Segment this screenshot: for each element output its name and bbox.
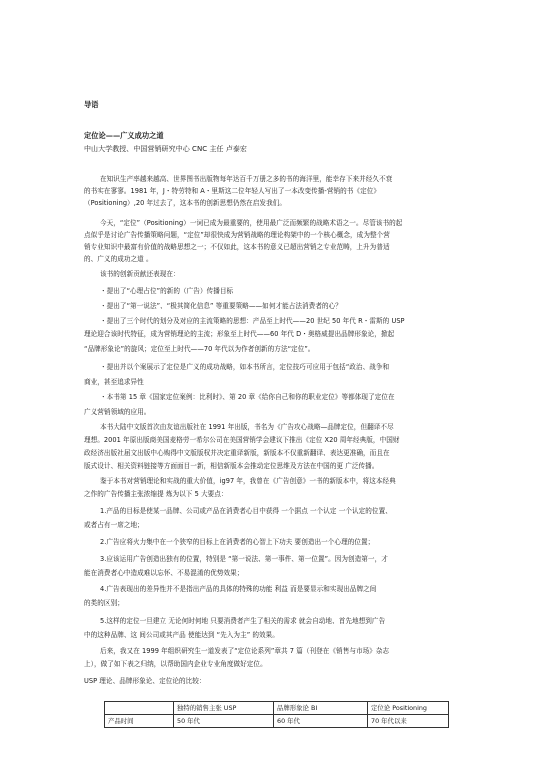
point-item: 5.这样的定位一旦建立 无论何时何地 只要消费者产生了相关的需求 就会自动地、首先地想到广告 bbox=[100, 617, 386, 625]
point-item: 1.产品的目标是使某一品牌、公司或产品在消费者心目中获得 一个据点 一个认定 一个认定的位置、 bbox=[100, 507, 392, 515]
table-header-row bbox=[105, 702, 449, 715]
bullet-item: ・提出了“第一说法”、“极其简化信息” 等重要策略——如何才能占法消费者的心？ bbox=[100, 302, 342, 310]
para4-line: 鉴于本书对营销理论和实战的重大价值，ig97 年，我曾在《广告创意》一书的新版本中，将这本经典 bbox=[100, 477, 396, 485]
table-row bbox=[105, 715, 449, 728]
bullet-item: ・提出并以个案展示了定位是广义的成功战略，如本书所言，定位技巧可应用于包括“政治、战争和 bbox=[100, 363, 390, 371]
point-item: 2.广告应将火力集中在一个狭窄的目标上在消费者的心智上下功夫 要创造出一个心理的位置； bbox=[100, 538, 375, 546]
point-item: 或者占有一席之地； bbox=[84, 521, 144, 529]
para2-line: 今天，“定位”（Positioning）一词已成为最重要的，使用最广泛而频繁的战略术语之一。尽管该书的起 bbox=[100, 219, 403, 227]
table-cell: 60 年代 bbox=[274, 715, 368, 728]
para1-line: （Positioning）,20 年过去了，这本书的创新思想仍然在启发我们。 bbox=[84, 199, 287, 207]
bullet-item: 商业，甚至追求异性 bbox=[84, 378, 144, 386]
para4-line: 之作的广告传播主张浓缩提 炼为以下 5 大要点： bbox=[84, 490, 228, 498]
para2-line: 的、广义的成功之道 。 bbox=[84, 255, 153, 263]
bullet-item: ・提出了三个时代的划分及对应的主流策略的思想：产品至上时代——20 世纪 50 年代 R・雷斯的 USP bbox=[100, 317, 405, 325]
para5-line: 上），做了如下表之归纳，以帮助国内企业专业角度做好定位。 bbox=[84, 660, 267, 668]
page-heading: 导语 bbox=[84, 100, 99, 109]
para2-line: 销专业知识中最富有价值的战略思想之一；不仅如此，这本书的意义已超出营销之专业范畴，上升为普适 bbox=[84, 243, 390, 251]
para3-line: 理想。2001 年原出版商美国麦格劳一希尔公司在美国营销学会建议下推出《定位 X20 周年经典版，中国财 bbox=[84, 436, 400, 444]
table-header-cell: 定位论 Positioning bbox=[368, 702, 449, 715]
contrib-intro: 该书的创新贡献还表现在： bbox=[100, 270, 180, 278]
bullet-item: 理论迎合该时代特征，成为营销理论的主流；形象至上时代——60 年代 D・奥格威提出品牌形象论，掀起 bbox=[84, 330, 395, 338]
point-item: 的类的区别； bbox=[84, 599, 124, 607]
para3-line: 政经济出版社届文出版中心购得中文版版权并决定重译新版，新版本不仅重新翻译、表达更准确，而且在 bbox=[84, 449, 390, 457]
para1-line: 的书实在寥寥。1981 年，J・特劳特和 A・里斯这二位年轻人写出了一本改变传播-营销的书《定位》 bbox=[84, 187, 381, 195]
point-item: 4.广告表现出的差异性并不是指出产品的具体的特殊的功能 利益 而是要显示和实现出品牌之间 bbox=[100, 585, 377, 593]
point-item: 中的这种品牌、这 间公司或其产品 使能达到 “先入为主” 的效果。 bbox=[84, 631, 279, 639]
para1-line: 在知识生产率越来越高、世界图书出版物每年达百千万册之多的书的海洋里，能幸存下来并经久不衰 bbox=[100, 175, 393, 183]
table-cell: 50 年代 bbox=[174, 715, 274, 728]
table-cell: 70 年代以来 bbox=[368, 715, 449, 728]
table-header-cell bbox=[105, 702, 174, 715]
bullet-item: “品牌形象论”的旋风；定位至上时代——70 年代以为作者创新的方法“定位”。 bbox=[84, 345, 315, 353]
para3-line: 本书大陆中文版首次由友谊出版社在 1991 年出版，书名为《广告攻心战略—品牌定位，但翻译不尽 bbox=[100, 423, 394, 431]
section-title: 定位论——广义成功之道 bbox=[84, 131, 164, 140]
table-cell: 产品时间 bbox=[105, 715, 174, 728]
comparison-table bbox=[104, 701, 449, 728]
point-item: 3.应该运用广告创造出独有的位置，特别是 “第一说法、第一事件、第一位置”。因为创造第一，才 bbox=[100, 555, 388, 563]
para5-line: 后来，我又在 1999 年组织研究生一道发表了“定位论系列”章共 7 篇（刊登在《销售与市场》杂志 bbox=[100, 647, 390, 655]
table-header-cell: 独特的销售主张 USP bbox=[174, 702, 274, 715]
bullet-item: 广义营销领域的应用。 bbox=[84, 408, 151, 416]
point-item: 能在消费者心中造成难以忘怀、不易混淆的优势效果； bbox=[84, 569, 244, 577]
bullet-item: ・提出了“心理占位”的新的（广告）传播目标 bbox=[100, 287, 234, 295]
author-line: 中山大学教授、中国营销研究中心 CNC 主任 卢泰宏 bbox=[84, 145, 247, 153]
table-header-cell: 品牌形象论 BI bbox=[274, 702, 368, 715]
para2-line: 点似乎是讨论广告传播策略问题，“定位”却很快成为营销战略的理论构架中的一个核心概念，成为整个营 bbox=[84, 231, 390, 239]
para3-line: 版式设计、相关资料链接等方面面目一新，相信新版本会推动定位思维及方法在中国的更 广泛传播。 bbox=[84, 462, 379, 470]
table-caption: USP 理论、品牌形象论、定位论的比较： bbox=[84, 677, 206, 685]
bullet-item: ・本书第 15 章《国家定位案例：比利时》、第 20 章《给你自己和你的职业定位》等都体现了定位在 bbox=[100, 393, 395, 401]
